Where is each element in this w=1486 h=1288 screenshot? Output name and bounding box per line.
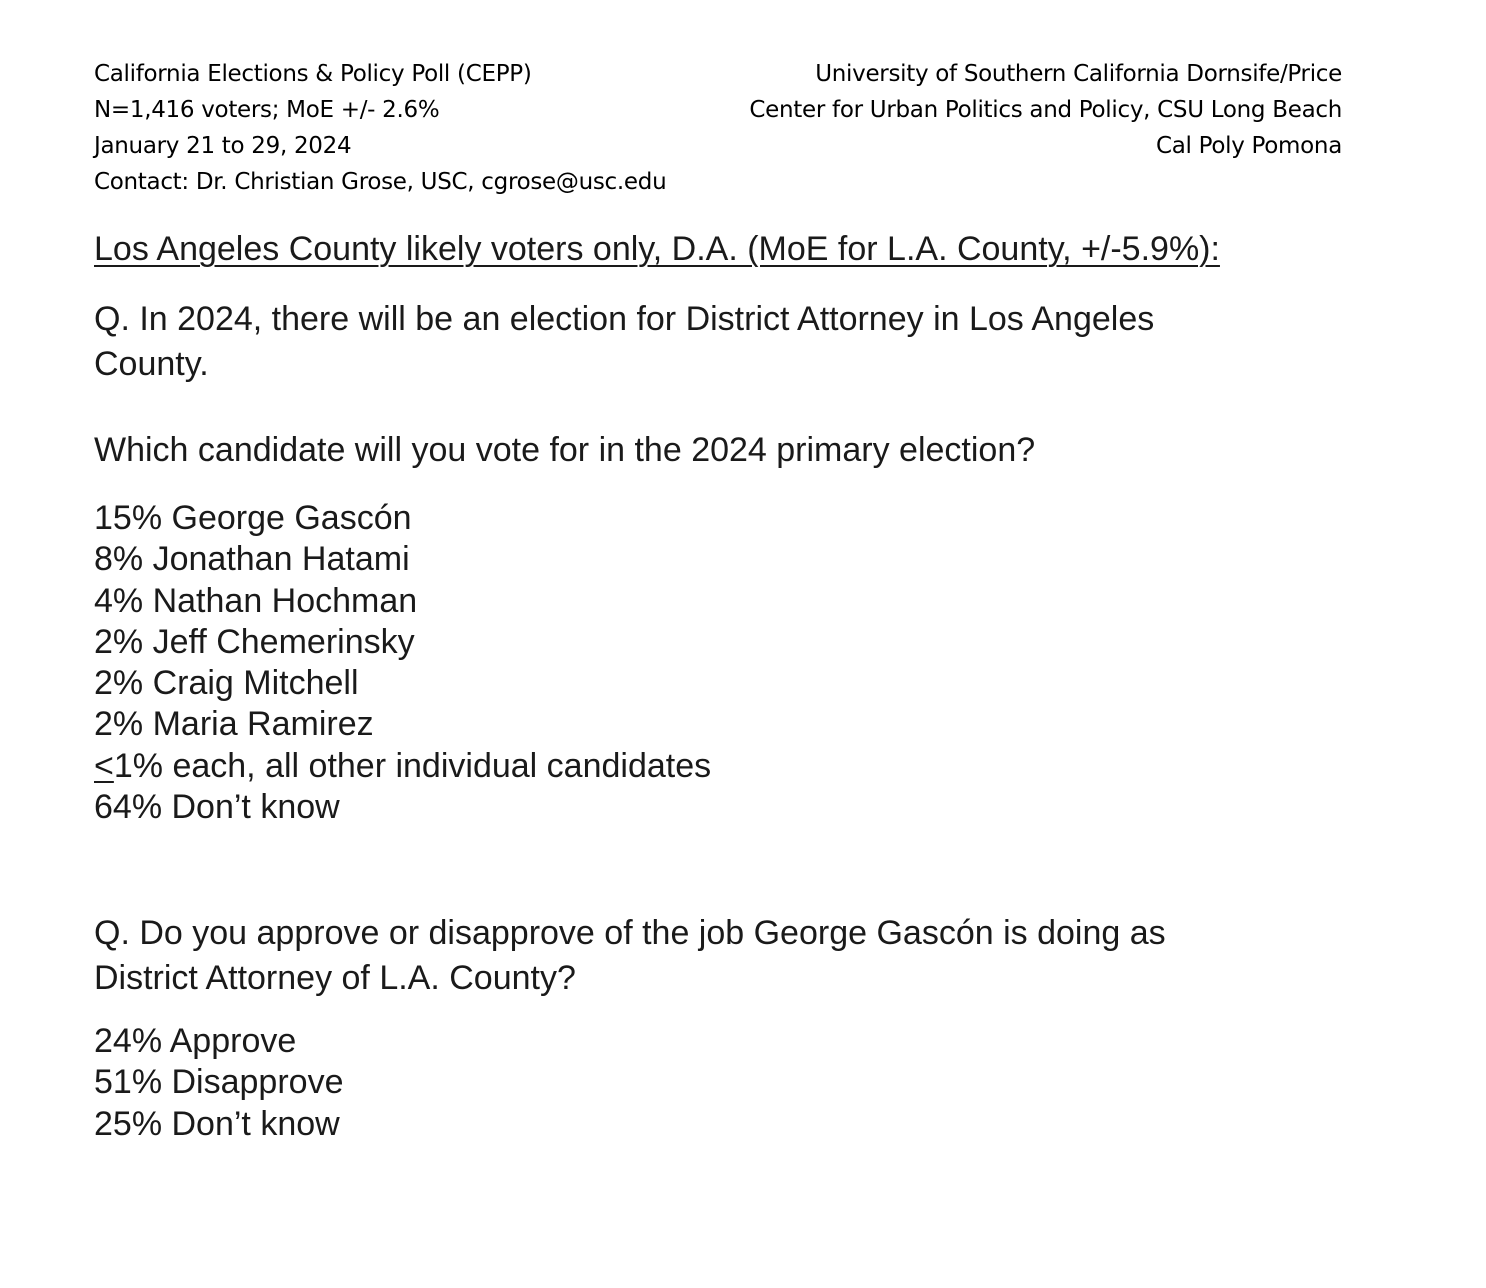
result-item: 2% Craig Mitchell — [94, 664, 359, 703]
other-candidates-text: 1% each, all other individual candidates — [113, 746, 712, 785]
result-item: 2% Maria Ramirez — [94, 705, 374, 744]
contact-info: Contact: Dr. Christian Grose, USC, cgrose@usc.edu — [94, 169, 667, 195]
result-item: 2% Jeff Chemerinsky — [94, 622, 415, 661]
result-item-dont-know: 64% Don’t know — [94, 788, 340, 827]
result-item: 4% Nathan Hochman — [94, 581, 418, 620]
question-1-text: Q. In 2024, there will be an election for District Attorney in Los Angeles County. — [94, 300, 1155, 383]
sponsor-cpp: Cal Poly Pomona — [1155, 133, 1342, 159]
result-item: 8% Jonathan Hatami — [94, 540, 410, 579]
poll-dates: January 21 to 29, 2024 — [94, 133, 352, 159]
result-item: 24% Approve — [94, 1022, 297, 1060]
question-1-results — [94, 498, 711, 828]
poll-name: California Elections & Policy Poll (CEPP) — [94, 61, 532, 87]
sample-size: N=1,416 voters; MoE +/- 2.6% — [94, 97, 440, 123]
section-subtitle: Los Angeles County likely voters only, D.A. (MoE for L.A. County, +/-5.9%): — [94, 230, 1220, 268]
sponsor-csulb: Center for Urban Politics and Policy, CSU Long Beach — [749, 97, 1342, 123]
header-right-block — [749, 56, 1342, 164]
result-item-other — [94, 746, 711, 787]
question-1-prompt: Which candidate will you vote for in the 2024 primary election? — [94, 431, 1036, 469]
question-2-text: Q. Do you approve or disapprove of the job George Gascón is doing as District Attorney of L.A. County? — [94, 914, 1166, 997]
header-left-block — [94, 56, 666, 200]
less-than-or-equal-symbol: < — [94, 746, 114, 785]
sponsor-usc: University of Southern California Dornsife/Price — [815, 61, 1342, 87]
result-item: 25% Don’t know — [94, 1104, 340, 1143]
result-item: 15% George Gascón — [94, 499, 412, 537]
question-2-results — [94, 1021, 343, 1145]
result-item: 51% Disapprove — [94, 1063, 344, 1102]
